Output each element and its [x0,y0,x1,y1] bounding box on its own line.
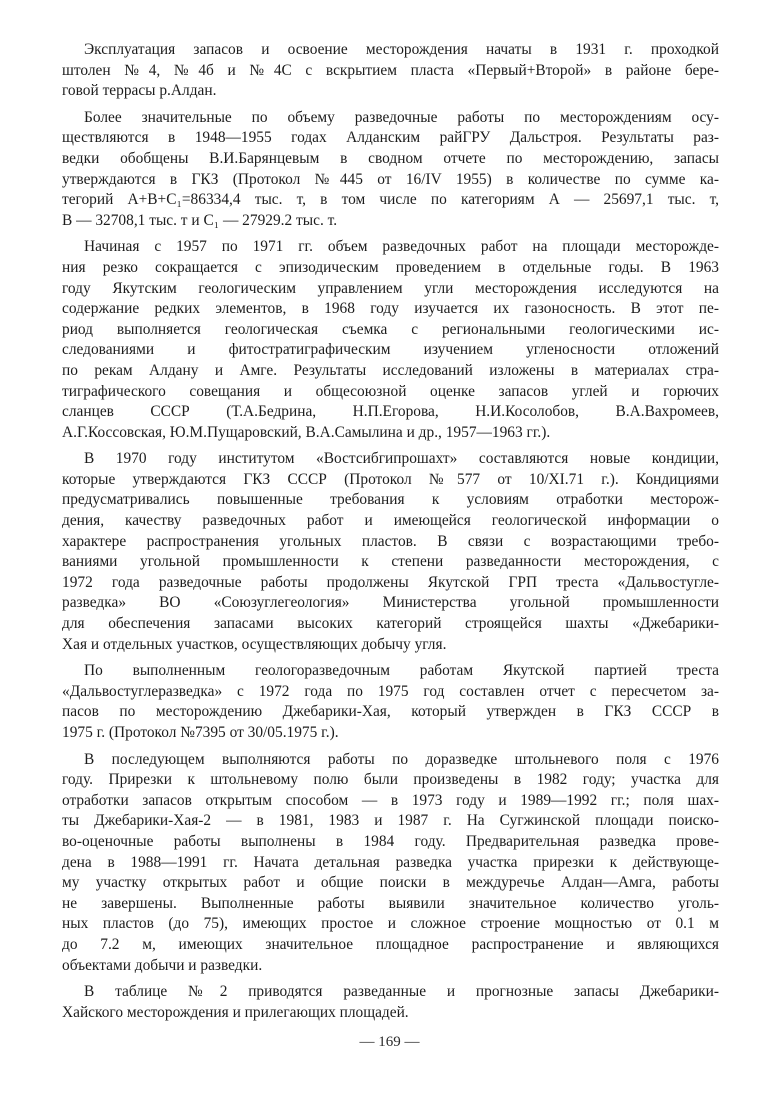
text-line: штолен №4, №4б и №4С с вскрытием пласта «Первый+Второй» в районе бере- [62,61,719,79]
text-line: В последующем выполняются работы по доразведке штольневого поля с 1976 [84,750,719,768]
text-line: тегорий А+В+С₁=86334,4 тыс. т, в том числе по категориям А — 25697,1 тыс. т, [62,191,719,209]
text-line: ния резко сокращается с эпизодическим проведением в отдельные годы. В 1963 [62,258,719,276]
paragraph-1 [62,40,719,102]
text-line: Хая и отдельных участков, осуществляющих добычу угля. [62,635,447,653]
text-line: объектами добычи и разведки. [62,956,263,974]
document-page [62,40,719,1029]
text-line: ных пластов (до 75), имеющих простое и сложное строение мощностью от 0.1 м [62,915,719,933]
text-line: году. Прирезки к штольневому полю были произведены в 1982 году; участка для [62,771,719,789]
text-line: му участку открытых работ и общие поиски в междуречье Алдан—Амга, работы [62,874,719,892]
text-line: «Дальвостуглеразведка» с 1972 года по 1975 год составлен отчет с пересчетом за- [62,682,719,700]
text-line: не завершены. Выполненные работы выявили значительное количество уголь- [62,894,719,912]
page-number: — 169 — [359,1034,420,1050]
text-line: пасов по месторождению Джебарики-Хая, который утвержден в ГКЗ СССР в [62,703,719,721]
text-line: дения, качеству разведочных работ и имеющейся геологической информации о [62,512,719,530]
text-line: которые утверждаются ГКЗ СССР (Протокол №577 от 10/XI.71 г.). Кондициями [62,470,719,488]
text-line: содержание редких элементов, в 1968 году изучается их газоносность. В этот пе- [62,300,719,318]
paragraph-6 [62,750,719,977]
text-line: отработки запасов открытым способом — в 1973 году и 1989—1992 гг.; поля шах- [62,791,719,809]
text-line: Эксплуатация запасов и освоение месторождения начаты в 1931 г. проходкой [84,41,719,58]
text-line: ведки обобщены В.И.Барянцевым в сводном отчете по месторождению, запасы [62,149,719,167]
text-line: Начиная с 1957 по 1971 гг. объем разведочных работ на площади месторожде- [84,238,719,256]
text-line: следованиями и фитостратиграфическим изучением угленосности отложений [62,341,719,359]
text-line: В 1970 году институтом «Востсибгипрошахт» составляются новые кондиции, [84,450,719,468]
paragraph-7 [62,982,719,1023]
text-line: предусматривались повышенные требования к условиям отработки месторож- [62,491,719,509]
text-line: ществляются в 1948—1955 годах Алданским райГРУ Дальстроя. Результаты раз- [62,129,719,147]
text-line: разведка» ВО «Союзуглегеология» Министерства угольной промышленности [62,594,719,612]
text-line: 1972 года разведочные работы продолжены Якутской ГРП треста «Дальвостугле- [62,573,719,591]
text-line: В — 32708,1 тыс. т и С₁ — 27929.2 тыс. т. [62,211,338,229]
text-line: дена в 1988—1991 гг. Начата детальная разведка участка прирезки к действующе- [62,853,719,871]
text-line: до 7.2 м, имеющих значительное площадное распространение и являющихся [62,935,719,953]
text-line: для обеспечения запасами высоких категорий строящейся шахты «Джебарики- [62,615,719,633]
text-line: году Якутским геологическим управлением угли месторождения исследуются на [62,279,719,297]
paragraph-4 [62,449,719,655]
text-line: тиграфического совещания и общесоюзной оценке запасов углей и горючих [62,382,719,400]
text-line: А.Г.Коссовская, Ю.М.Пущаровский, В.А.Самылина и др., 1957—1963 гг.). [62,423,551,441]
text-line: В таблице №2 приводятся разведанные и прогнозные запасы Джебарики- [84,983,719,1001]
text-line: 1975 г. (Протокол №7395 от 30/05.1975 г.). [62,724,339,741]
text-line: характере распространения угольных пластов. В связи с возрастающими требо- [62,532,719,550]
text-line: ты Джебарики-Хая-2 — в 1981, 1983 и 1987 г. На Сугжинской площади поиско- [62,812,719,830]
text-line: утверждаются в ГКЗ (Протокол №445 от 16/IV 1955) в количестве по сумме ка- [62,170,719,188]
text-line: риод выполняется геологическая съемка с региональными геологическими ис- [62,320,719,338]
text-line: Более значительные по объему разведочные работы по месторождениям осу- [84,108,719,126]
paragraph-2 [62,108,719,232]
text-line: ваниями угольной промышленности к степени разведанности месторождения, с [62,553,719,571]
text-line: во-оценочные работы выполнены в 1984 году. Предварительная разведка прове- [62,832,719,850]
text-line: говой террасы р.Алдан. [62,82,217,100]
paragraph-3 [62,237,719,443]
text-line: Хайского месторождения и прилегающих площадей. [62,1003,409,1021]
text-line: по рекам Алдану и Амге. Результаты исследований изложены в материалах стра- [62,361,719,379]
text-line: По выполненным геологоразведочным работам Якутской партией треста [84,662,719,680]
paragraph-5 [62,661,719,743]
text-line: сланцев СССР (Т.А.Бедрина, Н.П.Егорова, Н.И.Косолобов, В.А.Вахромеев, [62,403,719,421]
